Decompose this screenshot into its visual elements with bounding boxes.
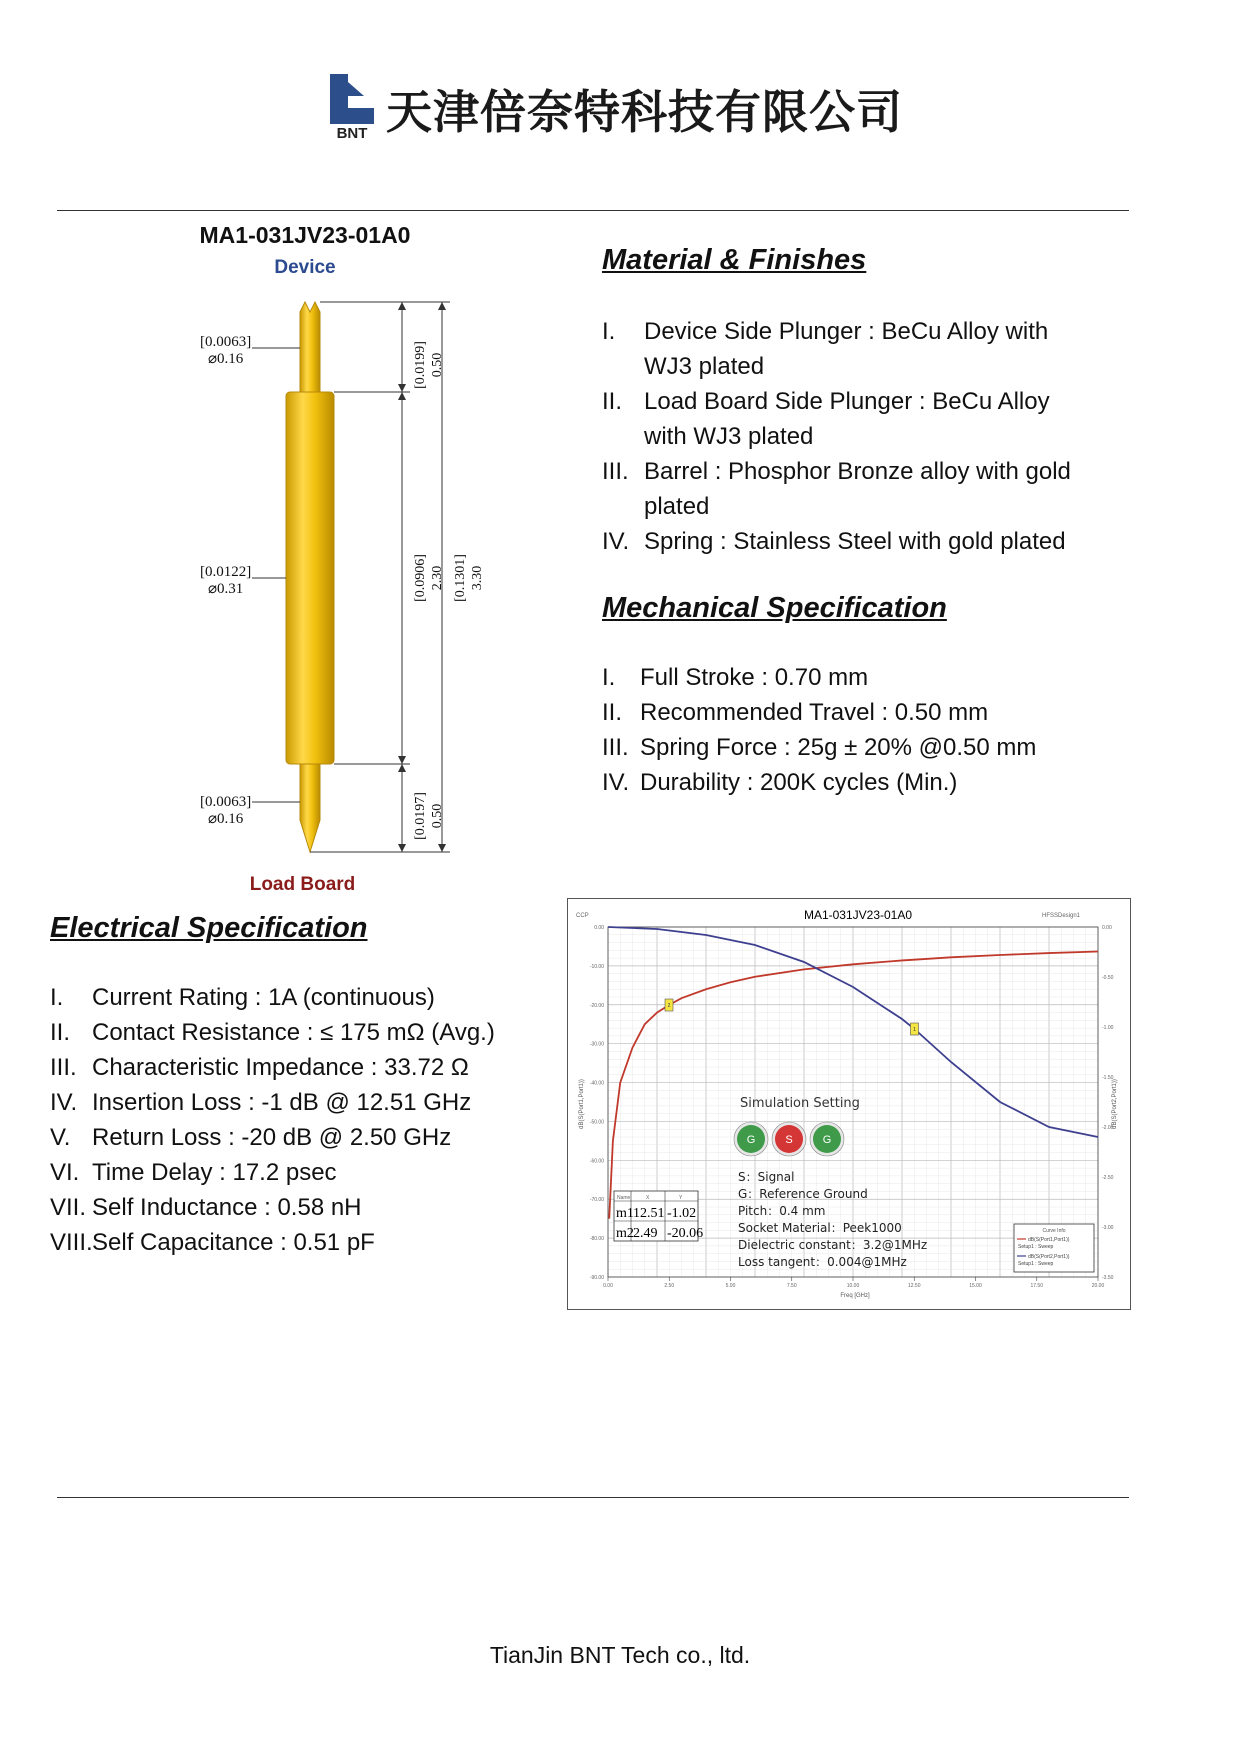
- mechanical-title: Mechanical Specification: [602, 592, 947, 624]
- svg-text:Name: Name: [617, 1195, 631, 1201]
- barrel-len-mm: 2.30: [430, 565, 445, 591]
- sim-line: Dielectric constant：3.2@1MHz: [738, 1238, 928, 1252]
- company-logo: [326, 72, 378, 140]
- total-len-mm: 3.30: [470, 565, 485, 591]
- marker-table-name: m1: [616, 1206, 634, 1221]
- load-board-side-label: Load Board: [249, 874, 356, 895]
- marker-table-name: m2: [616, 1226, 634, 1241]
- x-tick-label: 20.00: [1091, 1283, 1105, 1289]
- material-list: [602, 314, 1122, 559]
- curve-legend: [1014, 1224, 1094, 1272]
- bottom-len-in: [0.0197]: [413, 792, 428, 840]
- marker-table-x: 2.49: [633, 1226, 658, 1241]
- y-left-tick-label: -70.00: [589, 1197, 604, 1204]
- y-axis-left-label: dB(S(Port1,Port1)): [579, 1079, 585, 1129]
- svg-text:Setup1 : Sweep: Setup1 : Sweep: [1018, 1244, 1054, 1250]
- material-item: I. Device Side Plunger : BeCu Alloy with WJ3 plated: [602, 318, 1049, 380]
- electrical-item: II. Contact Resistance : ≤ 175 mΩ (Avg.): [50, 1019, 495, 1046]
- electrical-list: [50, 980, 550, 1260]
- sim-line: Pitch：0.4 mm: [738, 1204, 826, 1218]
- barrel: [286, 392, 334, 764]
- footer-company: TianJin BNT Tech co., ltd.: [489, 1642, 751, 1668]
- marker-label: 2: [667, 1003, 671, 1010]
- total-len-in: [0.1301]: [453, 554, 468, 602]
- chart-title: MA1-031JV23-01A0: [803, 908, 913, 922]
- electrical-title: Electrical Specification: [50, 912, 368, 944]
- electrical-item: VIII. Self Capacitance : 0.51 pF: [50, 1229, 375, 1256]
- bottom-len-mm: 0.50: [430, 803, 445, 829]
- tip-bottom-in: [0.0063]: [200, 794, 252, 810]
- y-left-tick-label: -60.00: [589, 1158, 604, 1165]
- y-right-tick-label: 0.00: [1102, 925, 1112, 931]
- x-tick-label: 10.00: [846, 1283, 860, 1289]
- part-number: MA1-031JV23-01A0: [199, 222, 411, 248]
- logo-text: BNT: [336, 125, 368, 140]
- chart-svg: [568, 899, 1130, 1309]
- tip-top-in: [0.0063]: [200, 334, 252, 350]
- x-axis-label: Freq [GHz]: [840, 1293, 870, 1299]
- material-item: III. Barrel : Phosphor Bronze alloy with gold plated: [602, 458, 1071, 520]
- sim-line: S：Signal: [738, 1170, 795, 1184]
- sim-line: Socket Material：Peek1000: [738, 1221, 902, 1235]
- tip-top-mm: ⌀0.16: [208, 351, 244, 367]
- pin-label: G: [746, 1134, 756, 1146]
- y-right-tick-label: -3.50: [1102, 1275, 1114, 1281]
- tip-bottom-mm: ⌀0.16: [208, 811, 244, 827]
- company-name: 天津倍奈特科技有限公司: [386, 85, 903, 139]
- svg-text:Curve Info: Curve Info: [1042, 1228, 1066, 1234]
- y-right-tick-label: -3.00: [1102, 1225, 1114, 1231]
- electrical-item: VII. Self Inductance : 0.58 nH: [50, 1194, 362, 1221]
- top-len-mm: 0.50: [430, 352, 445, 378]
- y-right-tick-label: -1.00: [1102, 1025, 1114, 1031]
- y-left-tick-label: -40.00: [589, 1080, 604, 1087]
- x-tick-label: 2.50: [664, 1283, 675, 1289]
- sim-line: G：Reference Ground: [738, 1187, 868, 1201]
- barrel-in: [0.0122]: [200, 564, 252, 580]
- simulation-setting: [734, 1096, 927, 1269]
- svg-text:Y: Y: [679, 1195, 683, 1201]
- bottom-plunger: [300, 764, 320, 852]
- electrical-item: IV. Insertion Loss : -1 dB @ 12.51 GHz: [50, 1089, 472, 1116]
- marker-table: [614, 1191, 703, 1241]
- chart-corner-left: CCP: [576, 913, 589, 919]
- mechanical-item: III. Spring Force : 25g ± 20% @0.50 mm: [602, 734, 1037, 761]
- marker-table-y: -20.06: [667, 1226, 704, 1241]
- y-left-tick-label: -10.00: [589, 963, 604, 970]
- top-plunger: [300, 302, 320, 392]
- y-right-tick-label: -0.50: [1102, 975, 1114, 981]
- material-item: IV. Spring : Stainless Steel with gold plated: [602, 528, 1066, 555]
- simulation-title: Simulation Setting: [740, 1096, 860, 1111]
- barrel-mm: ⌀0.31: [208, 581, 244, 597]
- mechanical-item: II. Recommended Travel : 0.50 mm: [602, 699, 989, 726]
- top-divider: [57, 210, 1129, 211]
- sim-line: Loss tangent：0.004@1MHz: [738, 1255, 907, 1269]
- y-right-tick-label: -2.00: [1102, 1125, 1114, 1131]
- x-tick-label: 7.50: [786, 1283, 797, 1289]
- pin-label: G: [822, 1134, 832, 1146]
- chart-corner-right: HFSSDesign1: [1042, 913, 1081, 919]
- electrical-item: V. Return Loss : -20 dB @ 2.50 GHz: [50, 1124, 452, 1151]
- svg-text:dB(S(Port1,Port1)): dB(S(Port1,Port1)): [1028, 1237, 1070, 1243]
- electrical-item: III. Characteristic Impedance : 33.72 Ω: [50, 1054, 469, 1081]
- y-right-tick-label: -1.50: [1102, 1075, 1114, 1081]
- svg-text:dB(S(Port2,Port1)): dB(S(Port2,Port1)): [1028, 1254, 1070, 1260]
- y-axis-right-label: dB(S(Port2,Port1)): [1112, 1079, 1118, 1129]
- marker-table-y: -1.02: [667, 1206, 697, 1221]
- y-left-tick-label: -20.00: [589, 1002, 604, 1009]
- y-right-tick-label: -2.50: [1102, 1175, 1114, 1181]
- x-tick-label: 15.00: [969, 1283, 982, 1289]
- top-len-in: [0.0199]: [413, 341, 428, 389]
- material-item: II. Load Board Side Plunger : BeCu Alloy with WJ3 plated: [602, 388, 1050, 450]
- y-left-tick-label: -50.00: [589, 1119, 604, 1126]
- marker-table-x: 12.51: [633, 1206, 665, 1221]
- pin-label: S: [785, 1134, 793, 1146]
- x-tick-label: 5.00: [725, 1283, 736, 1289]
- mechanical-item: IV. Durability : 200K cycles (Min.): [602, 769, 958, 796]
- bottom-divider: [57, 1497, 1129, 1498]
- mechanical-item: I. Full Stroke : 0.70 mm: [602, 664, 869, 691]
- svg-text:X: X: [646, 1195, 650, 1201]
- mechanical-list: [602, 660, 1122, 800]
- x-tick-label: 17.50: [1030, 1283, 1044, 1289]
- x-tick-label: 12.50: [907, 1283, 921, 1289]
- material-title: Material & Finishes: [602, 244, 867, 276]
- marker-label: 1: [913, 1027, 916, 1033]
- y-left-tick-label: -30.00: [589, 1041, 604, 1048]
- y-left-tick-label: 0.00: [594, 925, 604, 931]
- svg-text:Setup1 : Sweep: Setup1 : Sweep: [1018, 1261, 1054, 1267]
- x-tick-label: 0.00: [603, 1283, 613, 1289]
- y-left-tick-label: -90.00: [589, 1275, 604, 1281]
- y-left-tick-label: -80.00: [589, 1236, 604, 1243]
- barrel-len-in: [0.0906]: [413, 554, 428, 602]
- electrical-item: VI. Time Delay : 17.2 psec: [50, 1159, 337, 1186]
- device-side-label: Device: [274, 257, 336, 278]
- electrical-item: I. Current Rating : 1A (continuous): [50, 984, 435, 1011]
- s-parameter-chart: [567, 898, 1131, 1310]
